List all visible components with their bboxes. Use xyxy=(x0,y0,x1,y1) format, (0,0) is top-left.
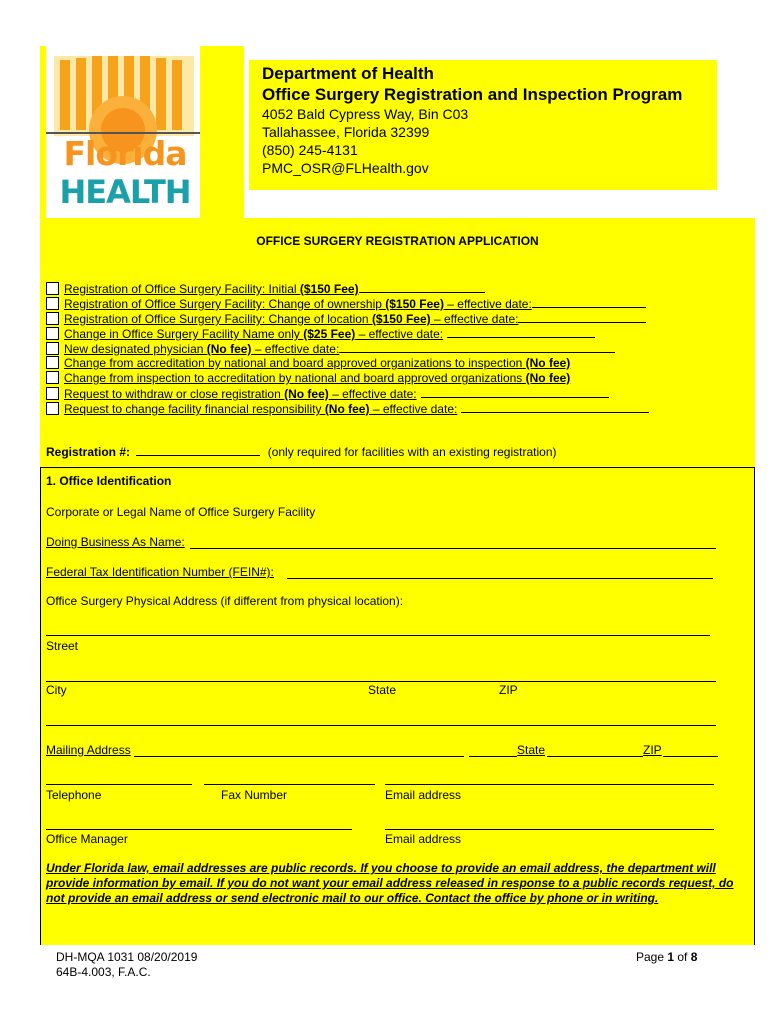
mailing-address-label: Mailing Address xyxy=(46,743,131,757)
page-of: of xyxy=(674,950,691,964)
option-initial-text: Registration of Office Surgery Facility: Initial xyxy=(64,282,300,296)
footer-rule: 64B-4.003, F.A.C. xyxy=(56,965,151,979)
option-withdraw[interactable] xyxy=(46,386,609,402)
checkbox-accreditation-to-inspection[interactable] xyxy=(46,356,59,369)
page-current: 1 xyxy=(667,950,675,964)
checkbox-inspection-to-accreditation[interactable] xyxy=(46,371,59,384)
header-address-2: Tallahassee, Florida 32399 xyxy=(262,124,430,140)
city-state-zip-field[interactable] xyxy=(46,681,716,682)
mailing-state-line-left[interactable] xyxy=(469,756,517,757)
option-new-physician[interactable] xyxy=(46,341,615,357)
street-label: Street xyxy=(46,639,79,653)
blank-name-date[interactable] xyxy=(447,326,595,338)
option-name-fee: ($25 Fee) xyxy=(303,327,356,341)
mailing-zip-line[interactable] xyxy=(663,756,718,757)
blank-withdraw-date[interactable] xyxy=(421,386,609,398)
mailing-address-field[interactable] xyxy=(46,725,716,726)
telephone-label: Telephone xyxy=(46,788,102,802)
blank-physician-date[interactable] xyxy=(339,341,615,353)
option-change-location[interactable] xyxy=(46,311,646,327)
option-withdraw-fee: (No fee) xyxy=(284,387,329,401)
header-address-1: 4052 Bald Cypress Way, Bin C03 xyxy=(262,106,469,122)
option-name-after: – effective date: xyxy=(355,327,444,341)
mailing-state-label: State xyxy=(517,743,546,757)
checkbox-new-physician[interactable] xyxy=(46,342,59,355)
mailing-address-line[interactable] xyxy=(134,756,464,757)
checkbox-financial-responsibility[interactable] xyxy=(46,402,59,415)
corporate-name-label: Corporate or Legal Name of Office Surgery Facility xyxy=(46,505,316,519)
option-location-text: Registration of Office Surgery Facility: Change of location xyxy=(64,312,372,326)
logo-text-florida: Florida xyxy=(63,134,187,173)
option-ownership-after: – effective date: xyxy=(443,297,532,311)
option-initial-fee: ($150 Fee) xyxy=(299,282,359,296)
mailing-state-line-right[interactable] xyxy=(547,756,643,757)
option-inspection-to-accreditation[interactable] xyxy=(46,371,570,386)
dba-label: Doing Business As Name: xyxy=(46,535,185,549)
option-acc-insp-fee: (No fee) xyxy=(525,356,571,370)
footer-page-number xyxy=(636,950,697,965)
email-label-1: Email address xyxy=(385,788,462,802)
option-physician-after: – effective date: xyxy=(251,342,340,356)
office-manager-label: Office Manager xyxy=(46,832,128,846)
option-name-text: Change in Office Surgery Facility Name only xyxy=(64,327,304,341)
checkbox-change-location[interactable] xyxy=(46,312,59,325)
physical-address-label: Office Surgery Physical Address (if different from physical location): xyxy=(46,594,404,608)
option-financial-after: – effective date: xyxy=(369,402,458,416)
blank-financial-date[interactable] xyxy=(461,401,649,413)
street-field[interactable] xyxy=(46,635,710,636)
fein-label: Federal Tax Identification Number (FEIN#): xyxy=(46,565,274,579)
fax-label: Fax Number xyxy=(221,788,288,802)
checkbox-change-ownership[interactable] xyxy=(46,297,59,310)
registration-row xyxy=(46,444,557,460)
option-financial-responsibility[interactable] xyxy=(46,401,649,417)
option-withdraw-after: – effective date: xyxy=(328,387,417,401)
registration-label: Registration #: xyxy=(46,445,131,459)
section1-heading: 1. Office Identification xyxy=(46,474,172,488)
page-prefix: Page xyxy=(636,950,668,964)
email-field-2[interactable] xyxy=(385,829,714,830)
logo-text-health: HEALTH xyxy=(59,173,191,211)
state-label: State xyxy=(368,683,397,697)
dba-field[interactable] xyxy=(190,548,716,549)
option-physician-fee: (No fee) xyxy=(206,342,252,356)
blank-location-date[interactable] xyxy=(518,311,646,323)
fein-field[interactable] xyxy=(287,578,713,579)
page-total: 8 xyxy=(690,950,698,964)
header-block xyxy=(262,63,682,177)
checkbox-withdraw[interactable] xyxy=(46,387,59,400)
option-change-ownership[interactable] xyxy=(46,296,646,312)
option-location-after: – effective date: xyxy=(430,312,519,326)
option-ownership-text: Registration of Office Surgery Facility: Change of ownership xyxy=(64,297,386,311)
fax-field[interactable] xyxy=(204,784,375,785)
option-initial[interactable] xyxy=(46,281,485,297)
header-email: PMC_OSR@FLHealth.gov xyxy=(262,160,429,176)
option-financial-fee: (No fee) xyxy=(324,402,370,416)
option-acc-insp-text: Change from accreditation by national and board approved organizations to inspection xyxy=(64,356,526,370)
option-insp-acc-fee: (No fee) xyxy=(525,371,571,385)
option-accreditation-to-inspection[interactable] xyxy=(46,356,570,371)
option-insp-acc-text: Change from inspection to accreditation by national and board approved organizations xyxy=(64,371,526,385)
registration-number-field[interactable] xyxy=(136,444,260,456)
email-public-records-notice: Under Florida law, email addresses are public records. If you choose to provide an email address, the department will provide information by email. If you do not want your email address released in response to a public records request, do not provide an email address or send electronic mail to our office. Contact the office by phone or in writing. xyxy=(46,861,734,905)
form-title: OFFICE SURGERY REGISTRATION APPLICATION xyxy=(256,234,539,248)
header-title-program: Office Surgery Registration and Inspection Program xyxy=(262,85,683,104)
telephone-field[interactable] xyxy=(46,784,192,785)
header-title-dept: Department of Health xyxy=(262,64,434,83)
mailing-zip-label: ZIP xyxy=(643,743,662,757)
office-manager-field[interactable] xyxy=(46,829,352,830)
option-withdraw-text: Request to withdraw or close registration xyxy=(64,387,285,401)
option-financial-text: Request to change facility financial responsibility xyxy=(64,402,325,416)
email-label-2: Email address xyxy=(385,832,462,846)
email-field-1[interactable] xyxy=(385,784,714,785)
checkbox-initial[interactable] xyxy=(46,282,59,295)
option-ownership-fee: ($150 Fee) xyxy=(385,297,444,311)
checkbox-name-change[interactable] xyxy=(46,327,59,340)
option-physician-text: New designated physician xyxy=(64,342,207,356)
footer-form-id: DH-MQA 1031 08/20/2019 xyxy=(56,950,198,964)
option-location-fee: ($150 Fee) xyxy=(371,312,431,326)
zip-label: ZIP xyxy=(499,683,518,697)
florida-health-logo xyxy=(46,46,200,218)
blank-ownership-date[interactable] xyxy=(532,296,646,308)
registration-note: (only required for facilities with an existing registration) xyxy=(267,445,557,459)
blank-initial[interactable] xyxy=(359,281,485,293)
header-phone: (850) 245-4131 xyxy=(262,142,358,158)
option-name-change[interactable] xyxy=(46,326,595,342)
city-label: City xyxy=(46,683,67,697)
